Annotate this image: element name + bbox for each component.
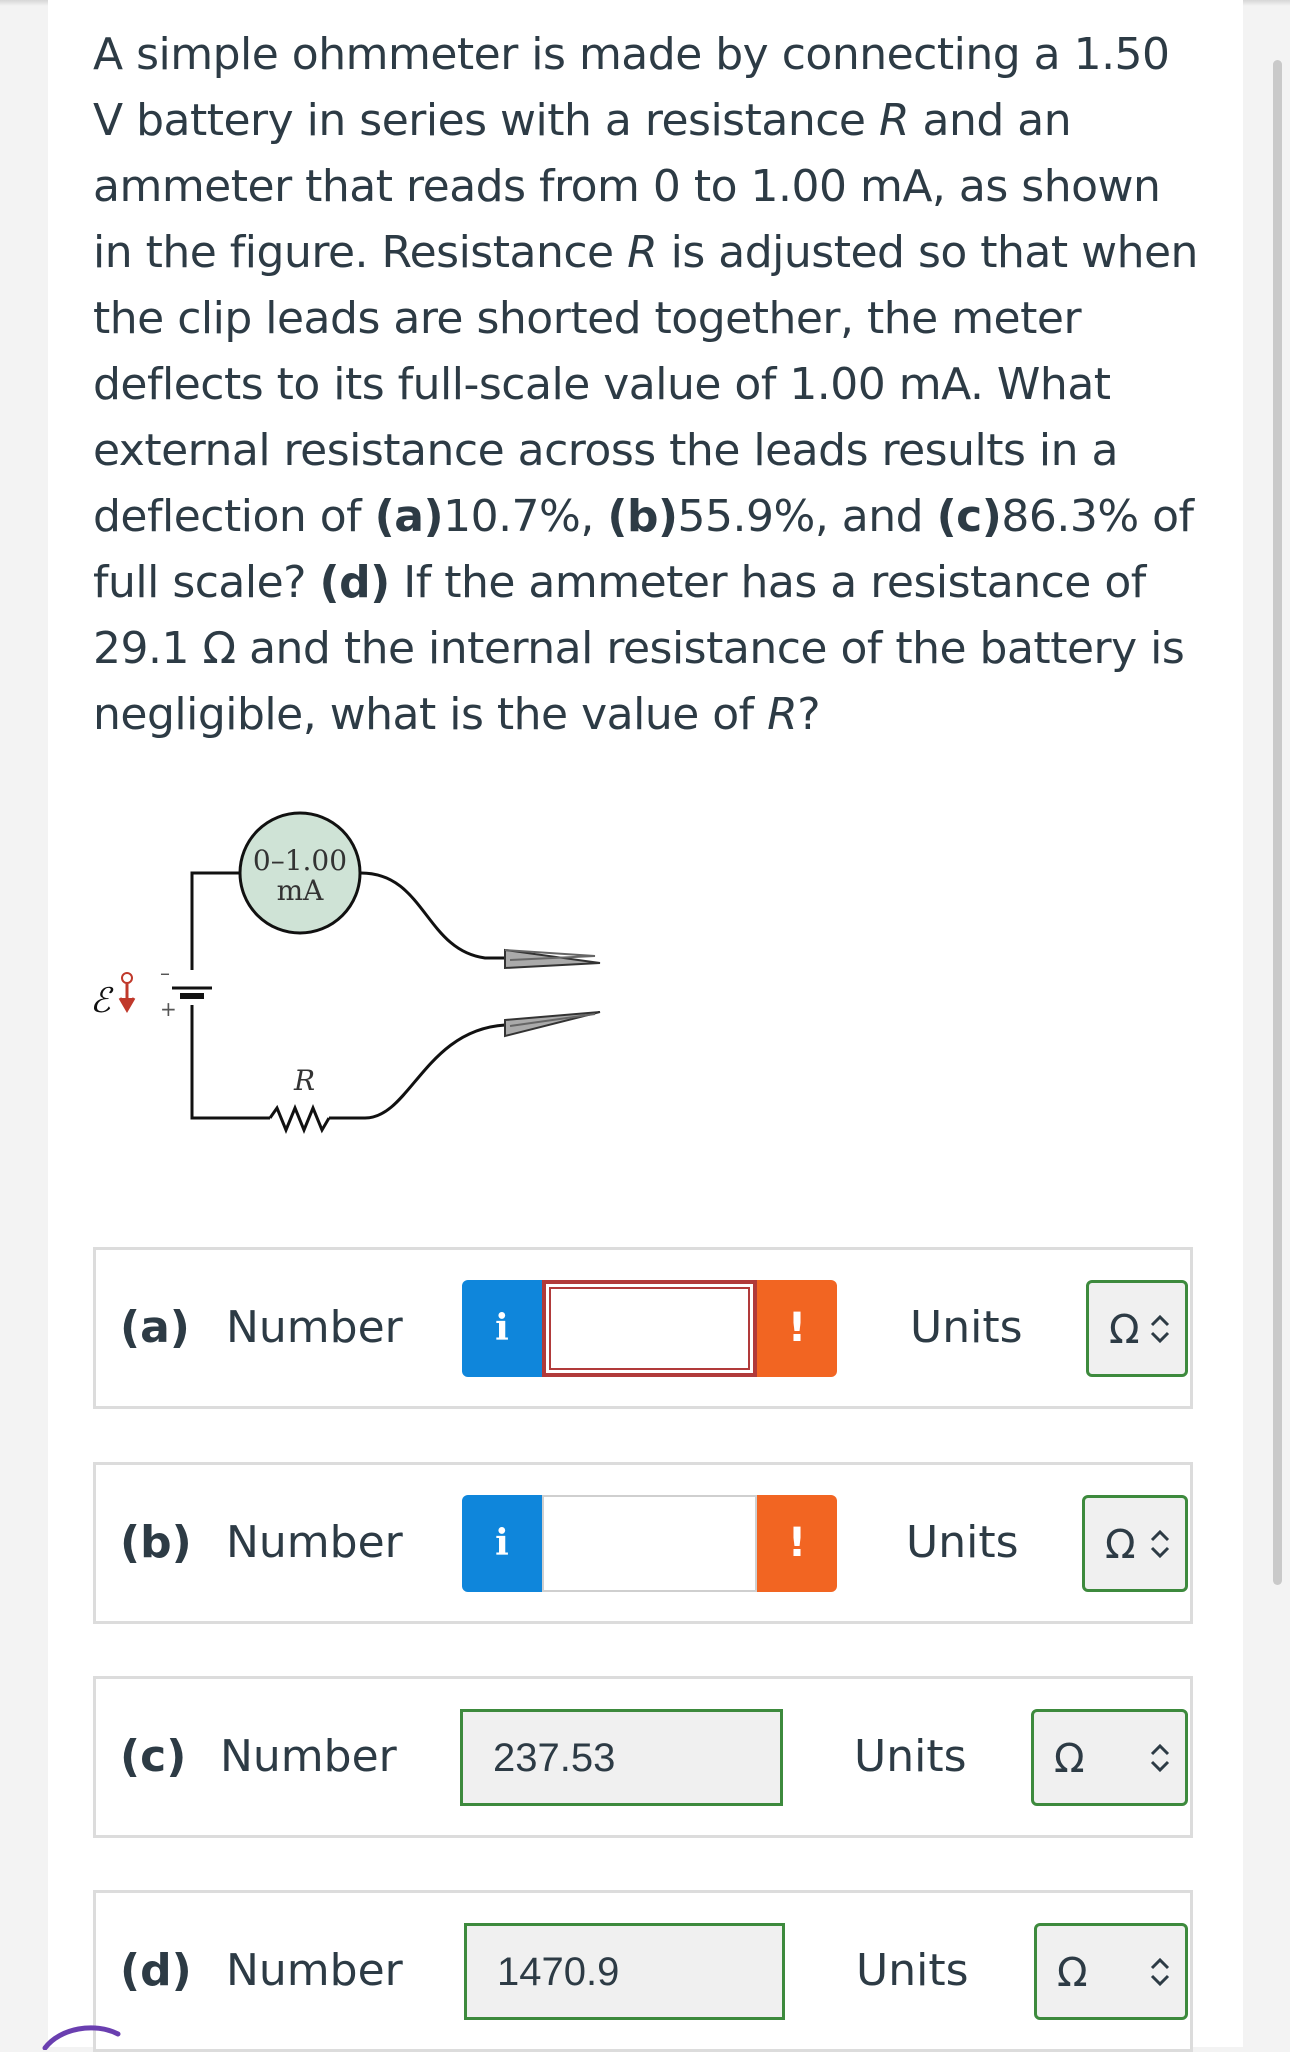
info-icon[interactable]: i: [462, 1280, 542, 1377]
warning-icon[interactable]: !: [757, 1495, 837, 1592]
ammeter-unit-label: mA: [276, 874, 324, 907]
question-segment: (a): [374, 491, 444, 542]
part-b-row: [93, 1462, 1193, 1624]
pen-annotation-mark: [40, 2020, 130, 2050]
wire-meter-to-clip: [361, 873, 505, 958]
part-a-row: [93, 1247, 1193, 1409]
part-b-units-label: Units: [906, 1517, 1019, 1568]
question-segment: 55.9%, and: [677, 491, 937, 542]
question-segment: (c): [936, 491, 1002, 542]
question-segment: (d): [319, 557, 390, 608]
chevron-updown-icon: [1149, 1954, 1171, 1990]
part-d-row: [93, 1890, 1193, 2052]
part-c-row: [93, 1676, 1193, 1838]
question-segment: If the ammeter has a resistance of 29.1 Ω and the internal resistance of the battery is negligible, what is the value of: [93, 557, 1185, 740]
question-segment: R: [767, 689, 798, 740]
info-icon[interactable]: i: [462, 1495, 542, 1592]
part-d-units-label: Units: [856, 1945, 969, 1996]
part-d-letter: (d): [120, 1945, 192, 1996]
chevron-updown-icon: [1149, 1526, 1171, 1562]
part-c-units-label: Units: [854, 1731, 967, 1782]
part-d-number-input[interactable]: 1470.9: [464, 1923, 785, 2020]
part-a-number-input[interactable]: [542, 1280, 757, 1377]
chevron-updown-icon: [1149, 1311, 1171, 1347]
part-c-units-select[interactable]: [1031, 1709, 1188, 1806]
question-segment: is adjusted so that when the clip leads are shorted together, the meter deflects to its full-scale value of 1.00 mA. What external resistance across the leads results in a deflection of: [93, 227, 1198, 542]
wire-resistor-to-clip: [329, 1025, 505, 1118]
part-d-number-label: Number: [226, 1945, 403, 1996]
emf-arrow: [120, 983, 134, 1010]
question-segment: 10.7%,: [443, 491, 608, 542]
ammeter-range-label: 0–1.00: [252, 844, 348, 877]
battery-plus-sign: +: [160, 997, 177, 1021]
wire-bottom: [192, 1005, 270, 1118]
emf-symbol: ℰ: [90, 981, 111, 1021]
part-a-units-label: Units: [910, 1302, 1023, 1353]
resistor-label: R: [294, 1064, 316, 1097]
part-d-units-select[interactable]: [1034, 1923, 1188, 2020]
part-a-units-select[interactable]: [1086, 1280, 1188, 1377]
wire-top-left: [192, 873, 240, 970]
question-segment: A simple ohmmeter is made by connecting a 1.50 V battery in series with a resistance: [93, 29, 1170, 146]
part-b-number-input[interactable]: [542, 1495, 757, 1592]
part-a-units-value: Ω: [1109, 1307, 1140, 1353]
question-segment: (b): [607, 491, 678, 542]
part-c-number-input[interactable]: 237.53: [460, 1709, 783, 1806]
question-segment: R: [878, 95, 910, 146]
question-segment: ?: [797, 689, 821, 740]
emf-arrow-tail: [122, 973, 132, 983]
battery-minus-sign: –: [160, 961, 170, 985]
alligator-clip-top: [505, 950, 600, 968]
part-b-units-select[interactable]: [1082, 1495, 1188, 1592]
part-b-units-value: Ω: [1105, 1522, 1136, 1568]
resistor-zigzag: [270, 1108, 329, 1130]
question-segment: 86.3% of full scale?: [93, 491, 1194, 608]
ohmmeter-circuit-figure: [80, 800, 660, 1160]
part-c-units-value: Ω: [1054, 1736, 1085, 1782]
scrollbar[interactable]: [1273, 60, 1282, 1585]
part-d-units-value: Ω: [1057, 1950, 1088, 1996]
chevron-updown-icon: [1149, 1740, 1171, 1776]
part-b-letter: (b): [120, 1517, 192, 1568]
alligator-clip-bottom: [505, 1012, 600, 1036]
question-text: [93, 22, 1203, 748]
warning-icon[interactable]: !: [757, 1280, 837, 1377]
part-a-number-label: Number: [226, 1302, 403, 1353]
question-segment: and an ammeter that reads from 0 to 1.00 mA, as shown in the figure. Resistance: [93, 95, 1161, 278]
part-c-letter: (c): [120, 1731, 187, 1782]
part-b-number-label: Number: [226, 1517, 403, 1568]
part-a-letter: (a): [120, 1302, 190, 1353]
part-c-number-label: Number: [220, 1731, 397, 1782]
question-segment: R: [627, 227, 658, 278]
